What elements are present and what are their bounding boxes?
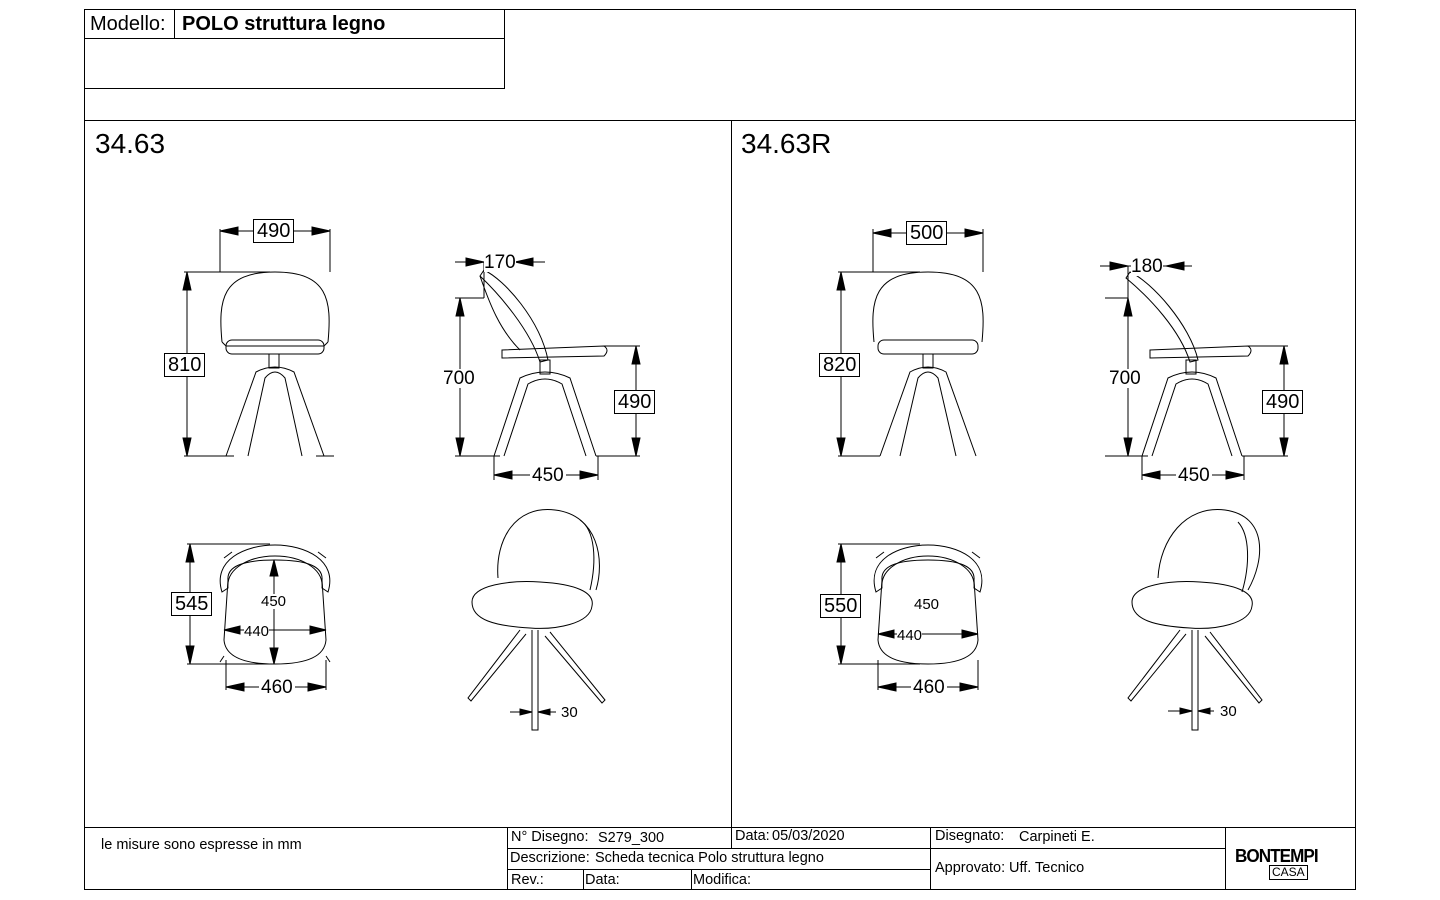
description-label: Descrizione:: [510, 850, 590, 866]
model-name: POLO struttura legno: [182, 13, 386, 35]
top-width-right: 460: [913, 677, 945, 698]
approved-by: Uff. Tecnico: [1009, 860, 1085, 876]
top-seat-width-left: 440: [244, 623, 270, 640]
modifica-label: Modifica:: [693, 872, 752, 888]
drawn-label: Disegnato:: [935, 828, 1005, 844]
approved-label: Approvato:: [935, 860, 1006, 876]
rev-label: Rev.:: [511, 872, 544, 888]
top-seat-width-right: 440: [897, 627, 923, 644]
front-height-left: 810: [164, 353, 205, 377]
side-base-left: 450: [532, 465, 564, 486]
perspective-view-right: [1128, 510, 1262, 730]
drawing-no: S279_300: [598, 830, 665, 846]
front-width-right: 500: [906, 221, 947, 245]
top-seat-depth-right: 450: [914, 596, 940, 613]
front-width-left: 490: [253, 219, 294, 243]
top-depth-right: 550: [820, 594, 861, 618]
top-depth-left: 545: [171, 592, 212, 616]
side-seat-height-right: 490: [1262, 390, 1303, 414]
leg-size-left: 30: [561, 704, 578, 721]
side-depth-top-right: 180: [1131, 256, 1163, 277]
front-view-right: [873, 272, 983, 456]
panel-code-right: 34.63R: [741, 128, 832, 159]
brand-logo: [1235, 845, 1351, 883]
brand-name: BONTEMPI: [1235, 846, 1318, 866]
side-depth-top-left: 170: [484, 252, 516, 273]
leg-size-right: 30: [1220, 703, 1237, 720]
side-seat-height-left: 490: [614, 390, 655, 414]
top-width-left: 460: [261, 677, 293, 698]
side-back-height-right: 700: [1109, 368, 1141, 389]
brand-sub: CASA: [1269, 865, 1308, 880]
rev-date-label: Data:: [585, 872, 620, 888]
model-label: Modello:: [90, 13, 166, 35]
top-seat-depth-left: 450: [261, 593, 287, 610]
description: Scheda tecnica Polo struttura legno: [595, 850, 824, 866]
units-note: le misure sono espresse in mm: [101, 837, 302, 853]
date-value: 05/03/2020: [772, 828, 845, 844]
date-label: Data:: [735, 828, 770, 844]
side-view-right: [1126, 272, 1251, 456]
drawn-by: Carpineti E.: [1019, 829, 1095, 845]
drawing-no-label: N° Disegno:: [511, 829, 589, 845]
side-base-right: 450: [1178, 465, 1210, 486]
panel-code-left: 34.63: [95, 128, 166, 159]
front-height-right: 820: [819, 353, 860, 377]
side-back-height-left: 700: [443, 368, 475, 389]
